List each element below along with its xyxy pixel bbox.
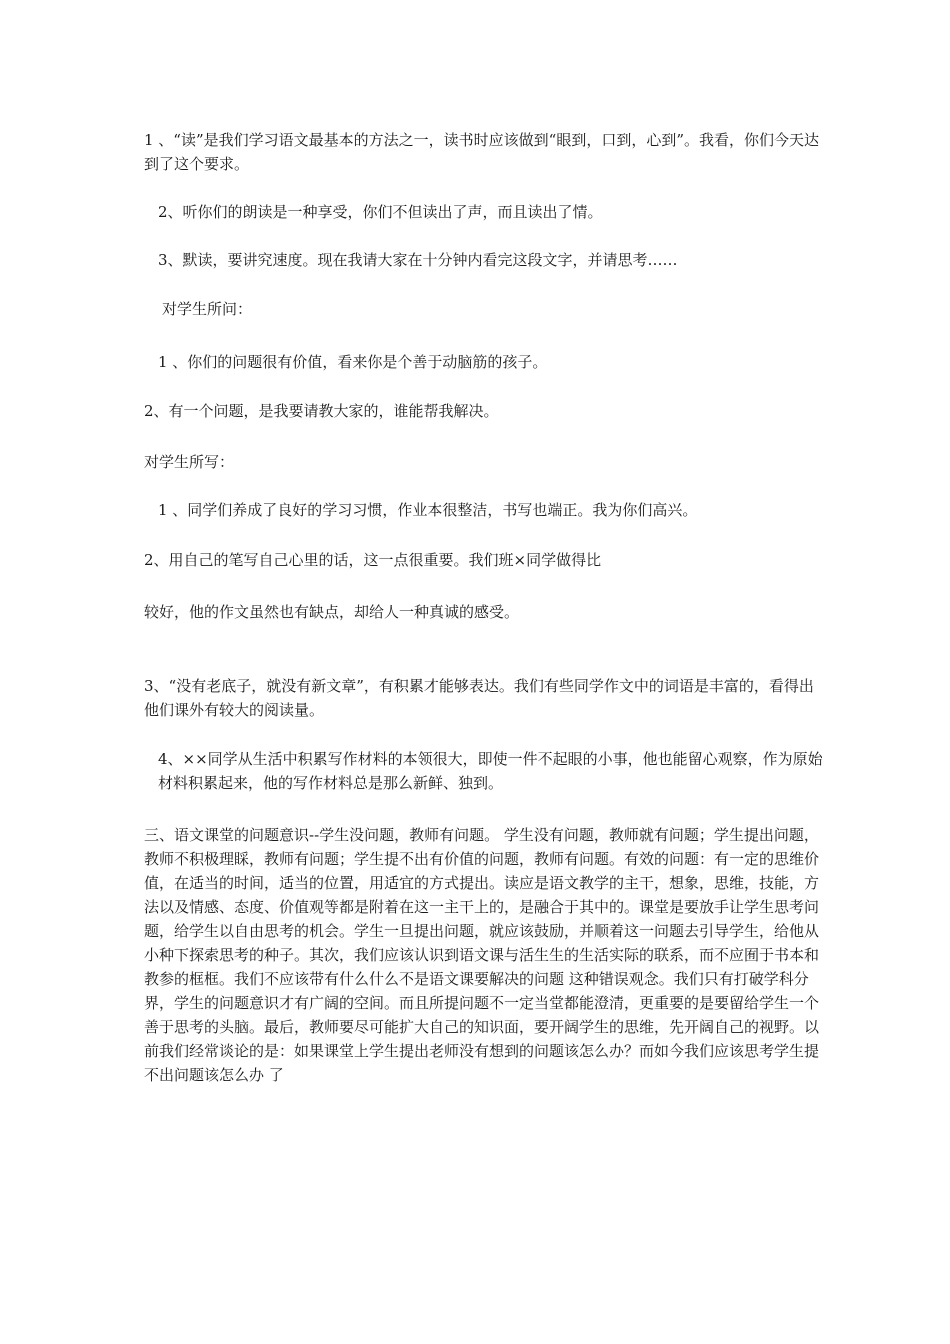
paragraph-good-habits: 1 、同学们养成了良好的学习习惯，作业本很整洁，书写也端正。我为你们高兴。 xyxy=(158,501,698,519)
paragraph-own-words: 2、用自己的笔写自己心里的话，这一点很重要。我们班×同学做得比 xyxy=(144,551,602,569)
paragraph-ask-everyone: 2、有一个问题，是我要请教大家的，谁能帮我解决。 xyxy=(144,402,499,420)
paragraph-question-awareness: 三、语文课堂的问题意识--学生没问题，教师有问题。 学生没有问题，教师就有问题；学生提出问题，教师不积极理睬，教师有问题；学生提不出有价值的问题，教师有问题。有效的问题：有一定的思维价值，在适当的时间，适当的位置，用适宜的方式提出。读应是语文教学的主干，想象，思维，技能，方法以及情感、态度、价值观等都是附着在这一主干上的，是融合于其中的。课堂是要放手让学生思考问题，给学生以自由思考的机会。学生一旦提出问题，就应该鼓励，并顺着这一问题去引导学生，给他从小种下探索思考的种子。其次，我们应该认识到语文课与活生生的生活实际的联系，而不应囿于书本和教参的框框。我们不应该带有什么什么不是语文课要解决的问题 这种错误观念。我们只有打破学科分界，学生的问题意识才有广阔的空间。而且所提问题不一定当堂都能澄清，更重要的是要留给学生一个善于思考的头脑。最后，教师要尽可能扩大自己的知识面，要开阔学生的思维，先开阔自己的视野。以前我们经常谈论的是：如果课堂上学生提出老师没有想到的问题该怎么办？而如今我们应该思考学生提不出问题该怎么办 了 xyxy=(144,826,820,1084)
paragraph-silent-reading: 3、默读，要讲究速度。现在我请大家在十分钟内看完这段文字，并请思考…… xyxy=(158,251,678,269)
paragraph-reading-aloud: 2、听你们的朗读是一种享受，你们不但读出了声，而且读出了情。 xyxy=(158,203,603,221)
heading-student-questions: 对学生所问： xyxy=(162,300,253,318)
paragraph-accumulation: 3、“没有老底子，就没有新文章”，有积累才能够表达。我们有些同学作文中的词语是丰富的，看得出他们课外有较大的阅读量。 xyxy=(144,677,814,719)
paragraph-sincere-feeling: 较好，他的作文虽然也有缺点，却给人一种真诚的感受。 xyxy=(144,603,520,621)
paragraph-reading-method: 1 、“读”是我们学习语文最基本的方法之一，读书时应该做到“眼到，口到，心到”。我看，你们今天达到了这个要求。 xyxy=(144,131,819,173)
heading-student-writing: 对学生所写： xyxy=(144,453,235,471)
paragraph-question-value: 1 、你们的问题很有价值，看来你是个善于动脑筋的孩子。 xyxy=(158,353,548,371)
paragraph-writing-material: 4、××同学从生活中积累写作材料的本领很大，即使一件不起眼的小事，他也能留心观察，作为原始材料积累起来，他的写作材料总是那么新鲜、独到。 xyxy=(158,750,823,792)
